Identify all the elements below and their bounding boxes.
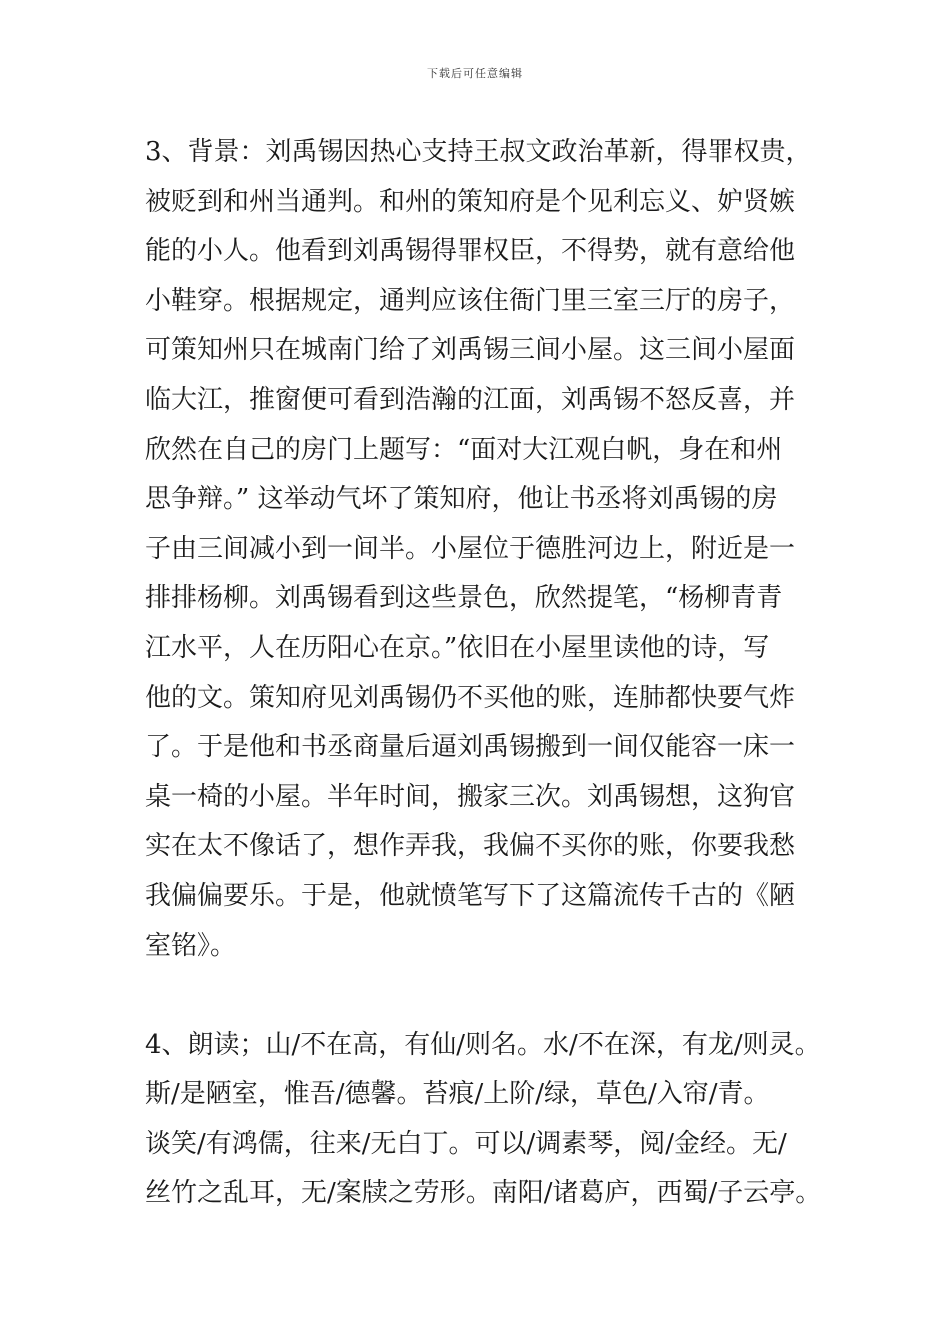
text-line: 可策知州只在城南门给了刘禹锡三间小屋。这三间小屋面 xyxy=(145,335,796,366)
text-line: 室铭》。 xyxy=(145,930,237,961)
text-line: 子由三间减小到一间半。小屋位于德胜河边上，附近是一 xyxy=(145,533,796,564)
paragraph-reading xyxy=(145,1021,835,1219)
text-line: 能的小人。他看到刘禹锡得罪权臣，不得势，就有意给他 xyxy=(145,236,796,267)
text-line: 我偏偏要乐。于是，他就愤笔写下了这篇流传千古的《陋 xyxy=(145,880,796,911)
text-line: 桌一椅的小屋。半年时间，搬家三次。刘禹锡想，这狗官 xyxy=(145,781,796,812)
text-line: 他的文。策知府见刘禹锡仍不买他的账，连肺都快要气炸 xyxy=(145,682,796,713)
text-line: 欣然在自己的房门上题写：“面对大江观白帆，身在和州 xyxy=(145,434,783,465)
text-line: 思争辩。” 这举动气坏了策知府，他让书丞将刘禹锡的房 xyxy=(145,484,778,515)
text-line: 4、朗读；山/不在高，有仙/则名。水/不在深，有龙/则灵。 xyxy=(145,1029,821,1060)
text-line: 丝竹之乱耳，无/案牍之劳形。南阳/诸葛庐，西蜀/子云亭。 xyxy=(145,1178,822,1209)
text-line: 3、背景：刘禹锡因热心支持王叔文政治革新，得罪权贵， xyxy=(145,137,812,167)
text-line: 实在太不像话了，想作弄我，我偏不买你的账，你要我愁 xyxy=(145,831,796,862)
text-line: 江水平，人在历阳心在京。”依旧在小屋里读他的诗，写 xyxy=(145,632,770,663)
text-line: 了。于是他和书丞商量后逼刘禹锡搬到一间仅能容一床一 xyxy=(145,732,796,763)
text-line: 被贬到和州当通判。和州的策知府是个见利忘义、妒贤嫉 xyxy=(145,186,796,217)
page-header: 下载后可任意编辑 xyxy=(427,67,523,80)
paragraph-gap xyxy=(145,971,835,1021)
text-line: 小鞋穿。根据规定，通判应该住衙门里三室三厅的房子， xyxy=(145,285,796,316)
document-body xyxy=(145,128,835,1219)
text-line: 排排杨柳。刘禹锡看到这些景色，欣然提笔，“杨柳青青 xyxy=(145,583,783,614)
text-line: 谈笑/有鸿儒，往来/无白丁。可以/调素琴，阅/金经。无/ xyxy=(145,1128,787,1159)
text-line: 斯/是陋室，惟吾/德馨。苔痕/上阶/绿，草色/入帘/青。 xyxy=(145,1079,770,1110)
paragraph-background xyxy=(145,128,835,971)
text-line: 临大江，推窗便可看到浩瀚的江面，刘禹锡不怒反喜，并 xyxy=(145,384,796,415)
